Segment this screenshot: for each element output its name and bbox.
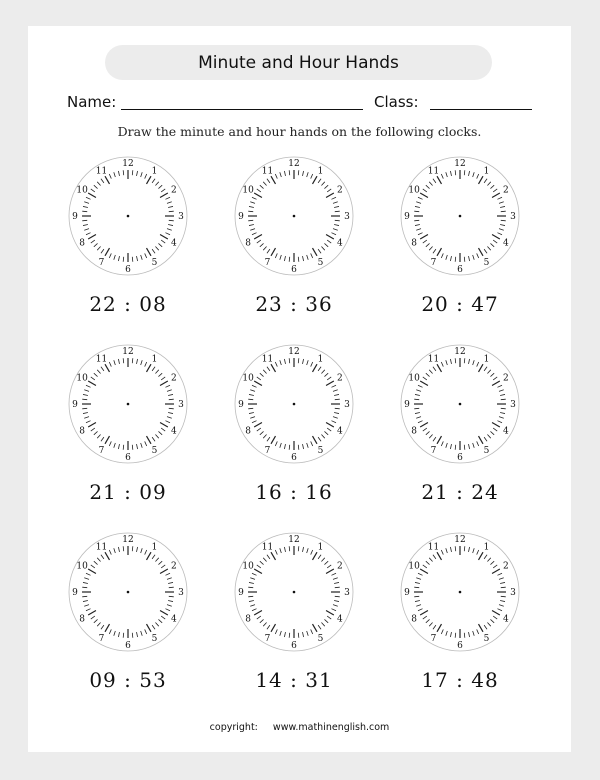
clock-number: 11 xyxy=(95,542,108,553)
clock-number: 3 xyxy=(510,212,516,223)
minute-tick xyxy=(169,220,174,221)
minute-tick xyxy=(248,399,253,400)
clock-number: 8 xyxy=(245,614,251,625)
minute-tick xyxy=(464,257,465,262)
clock-face[interactable] xyxy=(234,156,354,276)
clock-number: 12 xyxy=(288,535,300,546)
clock-number: 10 xyxy=(242,185,254,196)
minute-tick xyxy=(289,546,290,551)
clock-item xyxy=(58,156,198,326)
clock-number: 7 xyxy=(264,446,271,457)
clock-face[interactable] xyxy=(400,156,520,276)
clock-number: 10 xyxy=(76,373,88,384)
clock-time-label: 17 : 48 xyxy=(421,668,499,692)
clock-number: 12 xyxy=(288,159,300,170)
clock-number: 9 xyxy=(404,212,410,223)
clock-number: 2 xyxy=(337,373,343,384)
clock-number: 8 xyxy=(79,238,85,249)
minute-tick xyxy=(501,211,506,212)
clock-number: 1 xyxy=(317,542,324,553)
clock-number: 9 xyxy=(72,400,78,411)
minute-tick xyxy=(248,596,253,597)
clock-item xyxy=(390,156,530,326)
clock-number: 3 xyxy=(178,212,184,223)
clock-number: 6 xyxy=(125,453,131,464)
minute-tick xyxy=(414,587,419,588)
clock-time-label: 21 : 09 xyxy=(89,480,167,504)
minute-tick xyxy=(464,633,465,638)
minute-tick xyxy=(298,257,299,262)
minute-tick xyxy=(501,587,506,588)
clock-number: 5 xyxy=(151,634,158,645)
clock-number: 9 xyxy=(238,212,244,223)
clock-number: 6 xyxy=(291,265,297,276)
clock-item xyxy=(224,156,364,326)
clock-number: 1 xyxy=(317,166,324,177)
clock-time-label: 23 : 36 xyxy=(255,292,333,316)
minute-tick xyxy=(501,408,506,409)
clock-number: 4 xyxy=(503,426,509,437)
class-label: Class: xyxy=(374,93,419,111)
clock-face[interactable] xyxy=(234,344,354,464)
clock-number: 2 xyxy=(337,561,343,572)
center-dot xyxy=(459,215,462,218)
clock-item xyxy=(58,532,198,702)
clock-number: 3 xyxy=(344,400,350,411)
clock-number: 11 xyxy=(261,166,274,177)
clock-grid xyxy=(28,26,571,726)
minute-tick xyxy=(289,170,290,175)
clock-number: 3 xyxy=(178,400,184,411)
clock-number: 5 xyxy=(317,258,324,269)
website-link[interactable]: www.mathinenglish.com xyxy=(272,722,390,733)
clock-number: 5 xyxy=(483,258,490,269)
clock-number: 5 xyxy=(483,634,490,645)
clock-time-label: 16 : 16 xyxy=(255,480,333,504)
clock-number: 9 xyxy=(72,588,78,599)
clock-number: 11 xyxy=(95,354,108,365)
minute-tick xyxy=(464,358,465,363)
clock-number: 12 xyxy=(454,347,466,358)
clock-number: 4 xyxy=(337,238,343,249)
clock-number: 3 xyxy=(344,212,350,223)
minute-tick xyxy=(455,546,456,551)
minute-tick xyxy=(414,596,419,597)
clock-number: 6 xyxy=(291,453,297,464)
clock-number: 7 xyxy=(430,258,437,269)
minute-tick xyxy=(132,546,133,551)
minute-tick xyxy=(132,358,133,363)
clock-number: 8 xyxy=(79,614,85,625)
footer xyxy=(28,722,571,733)
clock-item xyxy=(224,344,364,514)
worksheet-title: Minute and Hour Hands xyxy=(105,45,492,80)
clock-number: 10 xyxy=(242,373,254,384)
minute-tick xyxy=(335,399,340,400)
clock-number: 4 xyxy=(337,426,343,437)
clock-face[interactable] xyxy=(68,532,188,652)
clock-face[interactable] xyxy=(68,344,188,464)
minute-tick xyxy=(289,257,290,262)
clock-number: 9 xyxy=(72,212,78,223)
minute-tick xyxy=(335,220,340,221)
clock-number: 7 xyxy=(430,446,437,457)
clock-number: 10 xyxy=(242,561,254,572)
minute-tick xyxy=(501,220,506,221)
clock-number: 11 xyxy=(261,354,274,365)
copyright-label: copyright: xyxy=(209,722,258,733)
clock-number: 6 xyxy=(125,265,131,276)
minute-tick xyxy=(501,399,506,400)
minute-tick xyxy=(82,211,87,212)
center-dot xyxy=(459,591,462,594)
minute-tick xyxy=(298,358,299,363)
clock-number: 7 xyxy=(98,446,105,457)
clock-number: 6 xyxy=(125,641,131,652)
clock-number: 8 xyxy=(411,614,417,625)
clock-item xyxy=(58,344,198,514)
clock-time-label: 21 : 24 xyxy=(421,480,499,504)
clock-time-label: 22 : 08 xyxy=(89,292,167,316)
clock-item xyxy=(390,532,530,702)
minute-tick xyxy=(414,399,419,400)
center-dot xyxy=(127,215,130,218)
clock-number: 9 xyxy=(238,400,244,411)
clock-number: 2 xyxy=(171,185,177,196)
clock-number: 11 xyxy=(261,542,274,553)
minute-tick xyxy=(248,211,253,212)
clock-number: 8 xyxy=(245,426,251,437)
clock-number: 5 xyxy=(151,258,158,269)
minute-tick xyxy=(455,257,456,262)
minute-tick xyxy=(289,445,290,450)
clock-number: 8 xyxy=(79,426,85,437)
clock-number: 10 xyxy=(76,185,88,196)
clock-number: 1 xyxy=(151,166,158,177)
minute-tick xyxy=(123,546,124,551)
minute-tick xyxy=(289,358,290,363)
clock-number: 11 xyxy=(427,166,440,177)
clock-number: 3 xyxy=(510,400,516,411)
clock-number: 10 xyxy=(408,185,420,196)
center-dot xyxy=(293,591,296,594)
minute-tick xyxy=(455,170,456,175)
clock-number: 7 xyxy=(98,634,105,645)
clock-number: 12 xyxy=(122,347,134,358)
minute-tick xyxy=(82,596,87,597)
clock-number: 7 xyxy=(98,258,105,269)
minute-tick xyxy=(123,257,124,262)
minute-tick xyxy=(335,587,340,588)
minute-tick xyxy=(132,170,133,175)
clock-number: 12 xyxy=(288,347,300,358)
clock-number: 9 xyxy=(404,588,410,599)
minute-tick xyxy=(298,170,299,175)
clock-number: 5 xyxy=(317,446,324,457)
minute-tick xyxy=(455,445,456,450)
minute-tick xyxy=(414,211,419,212)
minute-tick xyxy=(298,633,299,638)
clock-number: 3 xyxy=(510,588,516,599)
minute-tick xyxy=(414,220,419,221)
minute-tick xyxy=(123,170,124,175)
minute-tick xyxy=(123,445,124,450)
minute-tick xyxy=(455,358,456,363)
clock-number: 1 xyxy=(483,354,490,365)
clock-number: 12 xyxy=(122,535,134,546)
minute-tick xyxy=(169,211,174,212)
clock-number: 2 xyxy=(503,373,509,384)
clock-number: 2 xyxy=(171,561,177,572)
minute-tick xyxy=(82,220,87,221)
clock-number: 10 xyxy=(408,561,420,572)
clock-number: 12 xyxy=(454,535,466,546)
minute-tick xyxy=(132,633,133,638)
minute-tick xyxy=(464,170,465,175)
clock-number: 8 xyxy=(245,238,251,249)
minute-tick xyxy=(82,399,87,400)
minute-tick xyxy=(335,596,340,597)
clock-number: 4 xyxy=(171,426,177,437)
clock-number: 1 xyxy=(483,166,490,177)
clock-number: 3 xyxy=(344,588,350,599)
clock-number: 10 xyxy=(408,373,420,384)
minute-tick xyxy=(169,408,174,409)
minute-tick xyxy=(335,211,340,212)
clock-number: 9 xyxy=(238,588,244,599)
clock-number: 6 xyxy=(291,641,297,652)
center-dot xyxy=(293,403,296,406)
minute-tick xyxy=(123,633,124,638)
clock-number: 8 xyxy=(411,426,417,437)
clock-number: 6 xyxy=(457,453,463,464)
minute-tick xyxy=(455,633,456,638)
minute-tick xyxy=(82,408,87,409)
clock-number: 5 xyxy=(317,634,324,645)
minute-tick xyxy=(414,408,419,409)
clock-number: 1 xyxy=(151,542,158,553)
clock-number: 6 xyxy=(457,641,463,652)
clock-number: 8 xyxy=(411,238,417,249)
clock-face[interactable] xyxy=(68,156,188,276)
clock-number: 4 xyxy=(337,614,343,625)
clock-number: 6 xyxy=(457,265,463,276)
worksheet xyxy=(28,26,571,752)
minute-tick xyxy=(464,445,465,450)
clock-number: 11 xyxy=(427,354,440,365)
clock-number: 11 xyxy=(95,166,108,177)
clock-face[interactable] xyxy=(400,344,520,464)
clock-number: 1 xyxy=(317,354,324,365)
clock-time-label: 09 : 53 xyxy=(89,668,167,692)
clock-number: 4 xyxy=(503,238,509,249)
minute-tick xyxy=(298,546,299,551)
clock-number: 3 xyxy=(178,588,184,599)
minute-tick xyxy=(464,546,465,551)
minute-tick xyxy=(248,408,253,409)
minute-tick xyxy=(169,596,174,597)
clock-number: 2 xyxy=(503,561,509,572)
clock-number: 4 xyxy=(503,614,509,625)
minute-tick xyxy=(335,408,340,409)
minute-tick xyxy=(248,587,253,588)
minute-tick xyxy=(132,257,133,262)
clock-number: 2 xyxy=(337,185,343,196)
minute-tick xyxy=(298,445,299,450)
minute-tick xyxy=(289,633,290,638)
clock-number: 4 xyxy=(171,614,177,625)
clock-number: 2 xyxy=(171,373,177,384)
clock-time-label: 20 : 47 xyxy=(421,292,499,316)
clock-number: 11 xyxy=(427,542,440,553)
clock-number: 4 xyxy=(171,238,177,249)
clock-number: 10 xyxy=(76,561,88,572)
clock-number: 12 xyxy=(122,159,134,170)
clock-number: 1 xyxy=(483,542,490,553)
center-dot xyxy=(127,591,130,594)
clock-number: 5 xyxy=(151,446,158,457)
clock-number: 7 xyxy=(264,634,271,645)
clock-time-label: 14 : 31 xyxy=(255,668,333,692)
minute-tick xyxy=(248,220,253,221)
name-label: Name: xyxy=(67,93,117,111)
clock-number: 9 xyxy=(404,400,410,411)
clock-face[interactable] xyxy=(400,532,520,652)
clock-face[interactable] xyxy=(234,532,354,652)
clock-number: 7 xyxy=(430,634,437,645)
center-dot xyxy=(127,403,130,406)
clock-item xyxy=(224,532,364,702)
minute-tick xyxy=(169,399,174,400)
clock-item xyxy=(390,344,530,514)
center-dot xyxy=(293,215,296,218)
clock-number: 12 xyxy=(454,159,466,170)
center-dot xyxy=(459,403,462,406)
instructions: Draw the minute and hour hands on the following clocks. xyxy=(117,124,482,139)
clock-number: 2 xyxy=(503,185,509,196)
minute-tick xyxy=(82,587,87,588)
minute-tick xyxy=(169,587,174,588)
clock-number: 1 xyxy=(151,354,158,365)
minute-tick xyxy=(501,596,506,597)
clock-number: 5 xyxy=(483,446,490,457)
clock-number: 7 xyxy=(264,258,271,269)
minute-tick xyxy=(132,445,133,450)
minute-tick xyxy=(123,358,124,363)
